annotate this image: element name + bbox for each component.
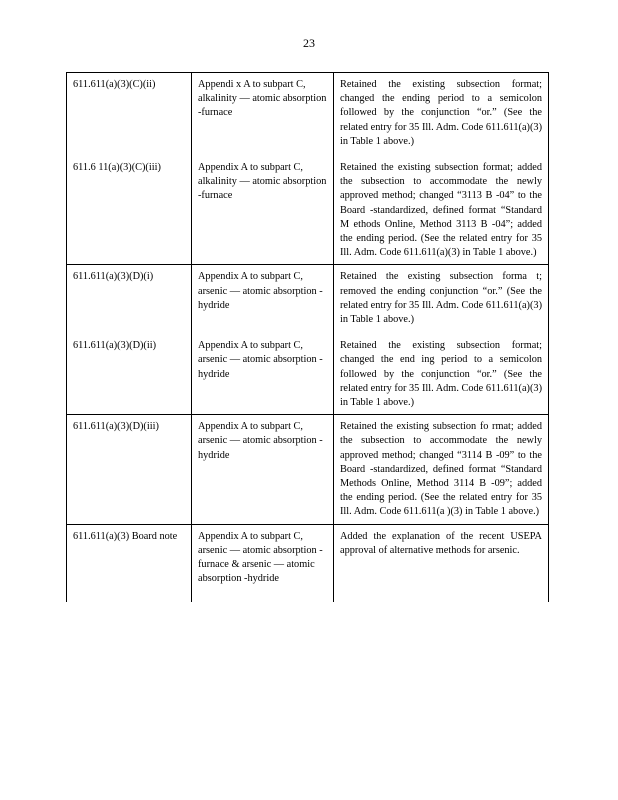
section-cell [67,415,192,524]
change-cell [334,524,549,602]
section-text: 611.611(a)(3)(D)(i) [73,271,154,283]
source-text: Appendi x A to subpart C, alkalinity — atomic absorption -furnace [198,79,327,119]
change-cell [334,73,549,154]
section-text: 611.6 11(a)(3)(C)(iii) [73,162,161,174]
source-cell [192,153,334,265]
section-text: 611.611(a)(3)(C)(ii) [73,79,156,90]
change-cell [334,331,549,415]
change-text: Retained the existing subsection format; changed the end ing period to a semicolon followed by the conjunction “or.” (See the related entry for 35 Ill. Adm. Code 611.611(a)(3) in Table 1 above.) [340,340,542,409]
source-cell [192,73,334,154]
source-cell [192,265,334,331]
section-cell [67,73,192,154]
section-cell [67,153,192,265]
changes-table [66,72,549,602]
source-text: Appendix A to subpart C, alkalinity — atomic absorption -furnace [198,162,327,202]
change-text: Retained the existing subsection format; added the subsection to accommodate the newly approved method; changed “3113 B -04” to the Board -standardized, defined format “Standard M ethods Online, Method 3113 B -04”; added the ending period. (See the related entry for 35 Ill. Adm. Code 611.611(a)(3) in Table 1 above.) [340,162,542,259]
section-cell [67,265,192,331]
change-text: Retained the existing subsection fo rmat; added the subsection to accommodate the newly approved method; changed “3114 B -09” to the Board -standardized, defined format “Standard Methods Online, Method 3114 B -09”; added the ending period. (See the related entry for 35 Ill. Adm. Code 611.611(a )(3) in Table 1 above.) [340,421,542,518]
table-row [67,415,549,524]
source-text: Appendix A to subpart C, arsenic — atomic absorption -furnace & arsenic — atomic absorption -hydride [198,530,323,585]
section-text: 611.611(a)(3) Board note [73,530,178,542]
section-text: 611.611(a)(3)(D)(ii) [73,340,157,352]
source-cell [192,524,334,602]
table-row [67,73,549,154]
change-text: Retained the existing subsection format; changed the ending period to a semicolon followed by the conjunction “or.” (See the related entry for 35 Ill. Adm. Code 611.611(a)(3) in Table 1 above.) [340,79,542,147]
change-cell [334,415,549,524]
table-row [67,153,549,265]
change-text: Retained the existing subsection forma t; removed the ending conjunction “or.” (See the related entry for 35 Ill. Adm. Code 611.611(a)(3) in Table 1 above.) [340,271,542,326]
section-text: 611.611(a)(3)(D)(iii) [73,421,159,433]
table-row [67,331,549,415]
section-cell [67,331,192,415]
source-text: Appendix A to subpart C, arsenic — atomic absorption -hydride [198,271,323,311]
source-cell [192,415,334,524]
change-cell [334,153,549,265]
table-row [67,524,549,602]
change-text: Added the explanation of the recent USEPA approval of alternative methods for arsenic. [340,530,542,556]
source-text: Appendix A to subpart C, arsenic — atomic absorption -hydride [198,421,323,461]
page-number: 23 [303,36,315,50]
section-cell [67,524,192,602]
table-row [67,265,549,331]
source-cell [192,331,334,415]
change-cell [334,265,549,331]
source-text: Appendix A to subpart C, arsenic — atomic absorption -hydride [198,340,323,380]
